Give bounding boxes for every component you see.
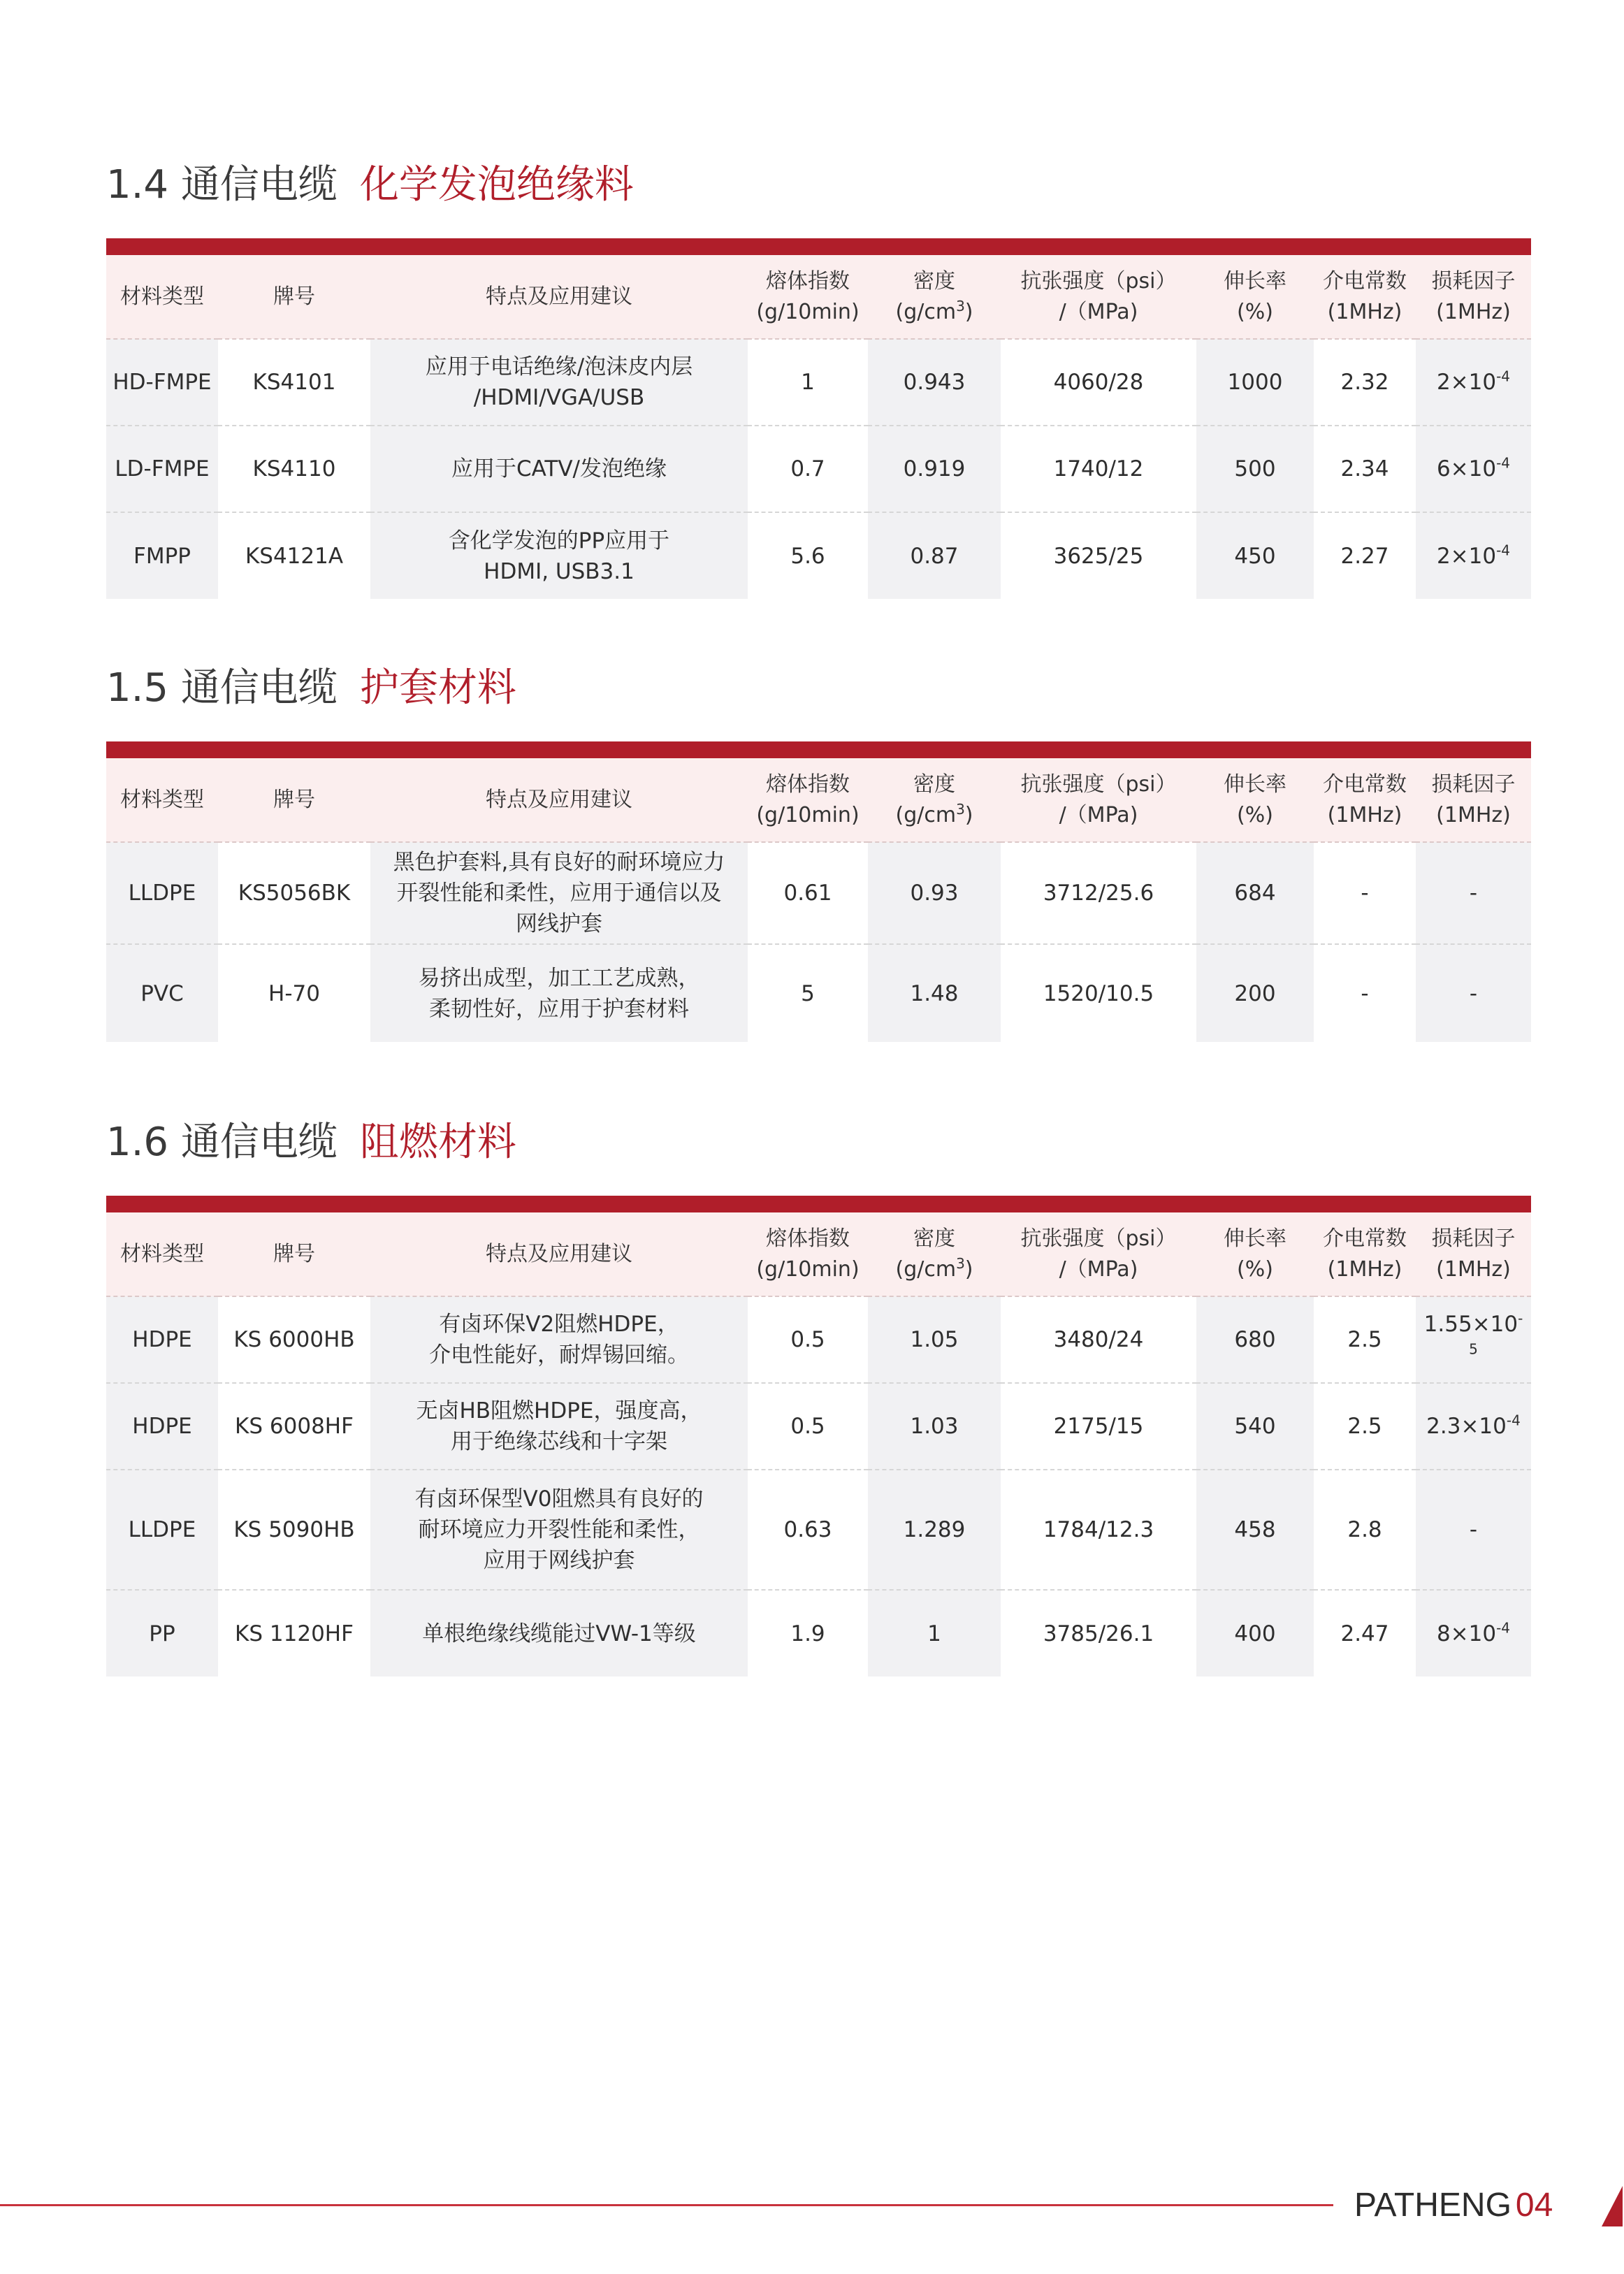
section-red-bar xyxy=(106,238,1531,255)
column-header: 牌号 xyxy=(218,255,370,339)
cell-dk: 2.47 xyxy=(1314,1590,1416,1676)
cell-df xyxy=(1416,1383,1531,1470)
header-row xyxy=(106,1212,1531,1296)
page-number: 04 xyxy=(1515,2187,1553,2224)
cell-mi: 0.61 xyxy=(748,842,868,944)
column-header: 伸长率 (%) xyxy=(1196,255,1314,339)
table-row xyxy=(106,1470,1531,1590)
cell-density: 0.919 xyxy=(868,426,1001,512)
section-number: 1.6 通信电缆 xyxy=(106,1120,338,1165)
cell-elong: 458 xyxy=(1196,1470,1314,1590)
cell-elong: 200 xyxy=(1196,944,1314,1042)
cell-grade: KS5056BK xyxy=(218,842,370,944)
column-header: 熔体指数 (g/10min) xyxy=(748,255,868,339)
header-text: 密度 (g/cm xyxy=(895,268,957,324)
cell-tensile: 4060/28 xyxy=(1001,339,1196,426)
cell-type: PP xyxy=(106,1590,218,1676)
footer-brand xyxy=(1354,2186,1553,2225)
header-superscript: 3 xyxy=(956,1254,965,1272)
column-header xyxy=(868,1212,1001,1296)
cell-density: 1.03 xyxy=(868,1383,1001,1470)
section-number: 1.4 通信电缆 xyxy=(106,162,338,208)
section-title xyxy=(106,1108,1531,1178)
section-number: 1.5 通信电缆 xyxy=(106,665,338,711)
loss-factor-exponent: -4 xyxy=(1496,542,1511,559)
column-header: 材料类型 xyxy=(106,1212,218,1296)
table-row xyxy=(106,842,1531,944)
cell-df xyxy=(1416,426,1531,512)
table-section xyxy=(106,1108,1531,1676)
column-header xyxy=(868,255,1001,339)
column-header: 伸长率 (%) xyxy=(1196,1212,1314,1296)
section-red-bar xyxy=(106,741,1531,758)
cell-mi: 5 xyxy=(748,944,868,1042)
spec-table xyxy=(106,255,1531,599)
cell-tensile: 3625/25 xyxy=(1001,512,1196,599)
cell-type: HDPE xyxy=(106,1296,218,1383)
column-header: 介电常数 (1MHz) xyxy=(1314,1212,1416,1296)
cell-mi: 5.6 xyxy=(748,512,868,599)
loss-factor-exponent: -4 xyxy=(1506,1412,1521,1429)
cell-density: 0.943 xyxy=(868,339,1001,426)
section-red-bar xyxy=(106,1196,1531,1212)
header-row xyxy=(106,255,1531,339)
header-text: ) xyxy=(964,299,973,324)
cell-mi: 1 xyxy=(748,339,868,426)
table-row xyxy=(106,512,1531,599)
header-text: ) xyxy=(964,802,973,827)
cell-feature: 有卤环保型V0阻燃具有良好的 耐环境应力开裂性能和柔性， 应用于网线护套 xyxy=(370,1470,748,1590)
corner-slash-icon xyxy=(1581,2186,1623,2226)
header-superscript: 3 xyxy=(956,297,965,314)
section-highlight: 护套材料 xyxy=(359,665,516,711)
cell-grade: KS 6000HB xyxy=(218,1296,370,1383)
cell-feature: 含化学发泡的PP应用于 HDMI, USB3.1 xyxy=(370,512,748,599)
cell-df xyxy=(1416,842,1531,944)
cell-tensile: 3712/25.6 xyxy=(1001,842,1196,944)
cell-dk: - xyxy=(1314,842,1416,944)
section-title xyxy=(106,653,1531,723)
loss-factor-value: - xyxy=(1469,980,1478,1006)
column-header: 熔体指数 (g/10min) xyxy=(748,1212,868,1296)
table-row xyxy=(106,1590,1531,1676)
cell-df xyxy=(1416,1590,1531,1676)
cell-dk: 2.27 xyxy=(1314,512,1416,599)
cell-tensile: 1740/12 xyxy=(1001,426,1196,512)
header-text: 密度 (g/cm xyxy=(895,1226,957,1282)
cell-feature: 有卤环保V2阻燃HDPE， 介电性能好，耐焊锡回缩。 xyxy=(370,1296,748,1383)
loss-factor-exponent: -5 xyxy=(1469,1310,1523,1358)
loss-factor-value: 6×10 xyxy=(1436,456,1497,481)
cell-feature: 无卤HB阻燃HDPE，强度高， 用于绝缘芯线和十字架 xyxy=(370,1383,748,1470)
loss-factor-exponent: -4 xyxy=(1496,454,1511,472)
cell-type: HD-FMPE xyxy=(106,339,218,426)
column-header: 抗张强度（psi） /（MPa) xyxy=(1001,758,1196,842)
cell-tensile: 1784/12.3 xyxy=(1001,1470,1196,1590)
column-header: 抗张强度（psi） /（MPa) xyxy=(1001,1212,1196,1296)
loss-factor-value: 1.55×10 xyxy=(1423,1312,1518,1337)
cell-feature: 易挤出成型，加工工艺成熟， 柔韧性好，应用于护套材料 xyxy=(370,944,748,1042)
cell-density: 0.87 xyxy=(868,512,1001,599)
loss-factor-value: - xyxy=(1469,881,1478,906)
cell-feature: 单根绝缘线缆能过VW-1等级 xyxy=(370,1590,748,1676)
cell-df xyxy=(1416,339,1531,426)
cell-grade: KS 6008HF xyxy=(218,1383,370,1470)
spec-table xyxy=(106,1212,1531,1676)
cell-elong: 540 xyxy=(1196,1383,1314,1470)
cell-feature: 应用于CATV/发泡绝缘 xyxy=(370,426,748,512)
cell-dk: - xyxy=(1314,944,1416,1042)
loss-factor-value: 2×10 xyxy=(1436,370,1497,395)
loss-factor-value: 2.3×10 xyxy=(1426,1414,1507,1439)
column-header: 牌号 xyxy=(218,758,370,842)
loss-factor-exponent: -4 xyxy=(1496,368,1511,385)
column-header: 牌号 xyxy=(218,1212,370,1296)
header-superscript: 3 xyxy=(956,800,965,818)
column-header xyxy=(868,758,1001,842)
cell-grade: KS4101 xyxy=(218,339,370,426)
table-section xyxy=(106,150,1531,599)
cell-dk: 2.8 xyxy=(1314,1470,1416,1590)
cell-grade: KS4121A xyxy=(218,512,370,599)
cell-grade: KS4110 xyxy=(218,426,370,512)
header-text: 密度 (g/cm xyxy=(895,772,957,827)
cell-dk: 2.5 xyxy=(1314,1383,1416,1470)
header-row xyxy=(106,758,1531,842)
cell-density: 0.93 xyxy=(868,842,1001,944)
table-row xyxy=(106,1383,1531,1470)
cell-mi: 0.63 xyxy=(748,1470,868,1590)
cell-elong: 684 xyxy=(1196,842,1314,944)
table-section xyxy=(106,653,1531,1042)
column-header: 伸长率 (%) xyxy=(1196,758,1314,842)
cell-type: HDPE xyxy=(106,1383,218,1470)
cell-df xyxy=(1416,1296,1531,1383)
cell-df xyxy=(1416,1470,1531,1590)
cell-density: 1.289 xyxy=(868,1470,1001,1590)
cell-density: 1.48 xyxy=(868,944,1001,1042)
column-header: 材料类型 xyxy=(106,255,218,339)
section-title xyxy=(106,150,1531,220)
cell-df xyxy=(1416,944,1531,1042)
column-header: 介电常数 (1MHz) xyxy=(1314,758,1416,842)
cell-feature: 黑色护套料,具有良好的耐环境应力 开裂性能和柔性，应用于通信以及 网线护套 xyxy=(370,842,748,944)
cell-density: 1 xyxy=(868,1590,1001,1676)
cell-mi: 0.5 xyxy=(748,1383,868,1470)
column-header: 特点及应用建议 xyxy=(370,255,748,339)
column-header: 介电常数 (1MHz) xyxy=(1314,255,1416,339)
section-highlight: 阻燃材料 xyxy=(359,1120,516,1165)
loss-factor-exponent: -4 xyxy=(1496,1619,1511,1637)
column-header: 抗张强度（psi） /（MPa) xyxy=(1001,255,1196,339)
cell-density: 1.05 xyxy=(868,1296,1001,1383)
cell-elong: 400 xyxy=(1196,1590,1314,1676)
table-row xyxy=(106,426,1531,512)
column-header: 熔体指数 (g/10min) xyxy=(748,758,868,842)
cell-tensile: 3480/24 xyxy=(1001,1296,1196,1383)
column-header: 特点及应用建议 xyxy=(370,758,748,842)
cell-elong: 1000 xyxy=(1196,339,1314,426)
cell-dk: 2.5 xyxy=(1314,1296,1416,1383)
table-row xyxy=(106,944,1531,1042)
cell-dk: 2.32 xyxy=(1314,339,1416,426)
cell-type: LD-FMPE xyxy=(106,426,218,512)
table-row xyxy=(106,1296,1531,1383)
cell-grade: KS 5090HB xyxy=(218,1470,370,1590)
column-header: 损耗因子 (1MHz) xyxy=(1416,1212,1531,1296)
table-row xyxy=(106,339,1531,426)
cell-elong: 450 xyxy=(1196,512,1314,599)
cell-type: LLDPE xyxy=(106,1470,218,1590)
cell-tensile: 3785/26.1 xyxy=(1001,1590,1196,1676)
cell-mi: 0.5 xyxy=(748,1296,868,1383)
footer-divider xyxy=(0,2204,1333,2206)
column-header: 材料类型 xyxy=(106,758,218,842)
brand-name: PATHENG xyxy=(1354,2187,1511,2224)
column-header: 损耗因子 (1MHz) xyxy=(1416,255,1531,339)
cell-feature: 应用于电话绝缘/泡沫皮内层 /HDMI/VGA/USB xyxy=(370,339,748,426)
cell-elong: 680 xyxy=(1196,1296,1314,1383)
cell-mi: 1.9 xyxy=(748,1590,868,1676)
cell-elong: 500 xyxy=(1196,426,1314,512)
loss-factor-value: - xyxy=(1469,1517,1478,1542)
cell-type: PVC xyxy=(106,944,218,1042)
loss-factor-value: 2×10 xyxy=(1436,543,1497,569)
cell-df xyxy=(1416,512,1531,599)
loss-factor-value: 8×10 xyxy=(1436,1621,1497,1646)
spec-table xyxy=(106,758,1531,1042)
cell-type: LLDPE xyxy=(106,842,218,944)
cell-grade: KS 1120HF xyxy=(218,1590,370,1676)
cell-dk: 2.34 xyxy=(1314,426,1416,512)
cell-tensile: 2175/15 xyxy=(1001,1383,1196,1470)
section-highlight: 化学发泡绝缘料 xyxy=(359,162,634,208)
cell-tensile: 1520/10.5 xyxy=(1001,944,1196,1042)
cell-grade: H-70 xyxy=(218,944,370,1042)
cell-mi: 0.7 xyxy=(748,426,868,512)
column-header: 损耗因子 (1MHz) xyxy=(1416,758,1531,842)
cell-type: FMPP xyxy=(106,512,218,599)
header-text: ) xyxy=(964,1257,973,1282)
column-header: 特点及应用建议 xyxy=(370,1212,748,1296)
